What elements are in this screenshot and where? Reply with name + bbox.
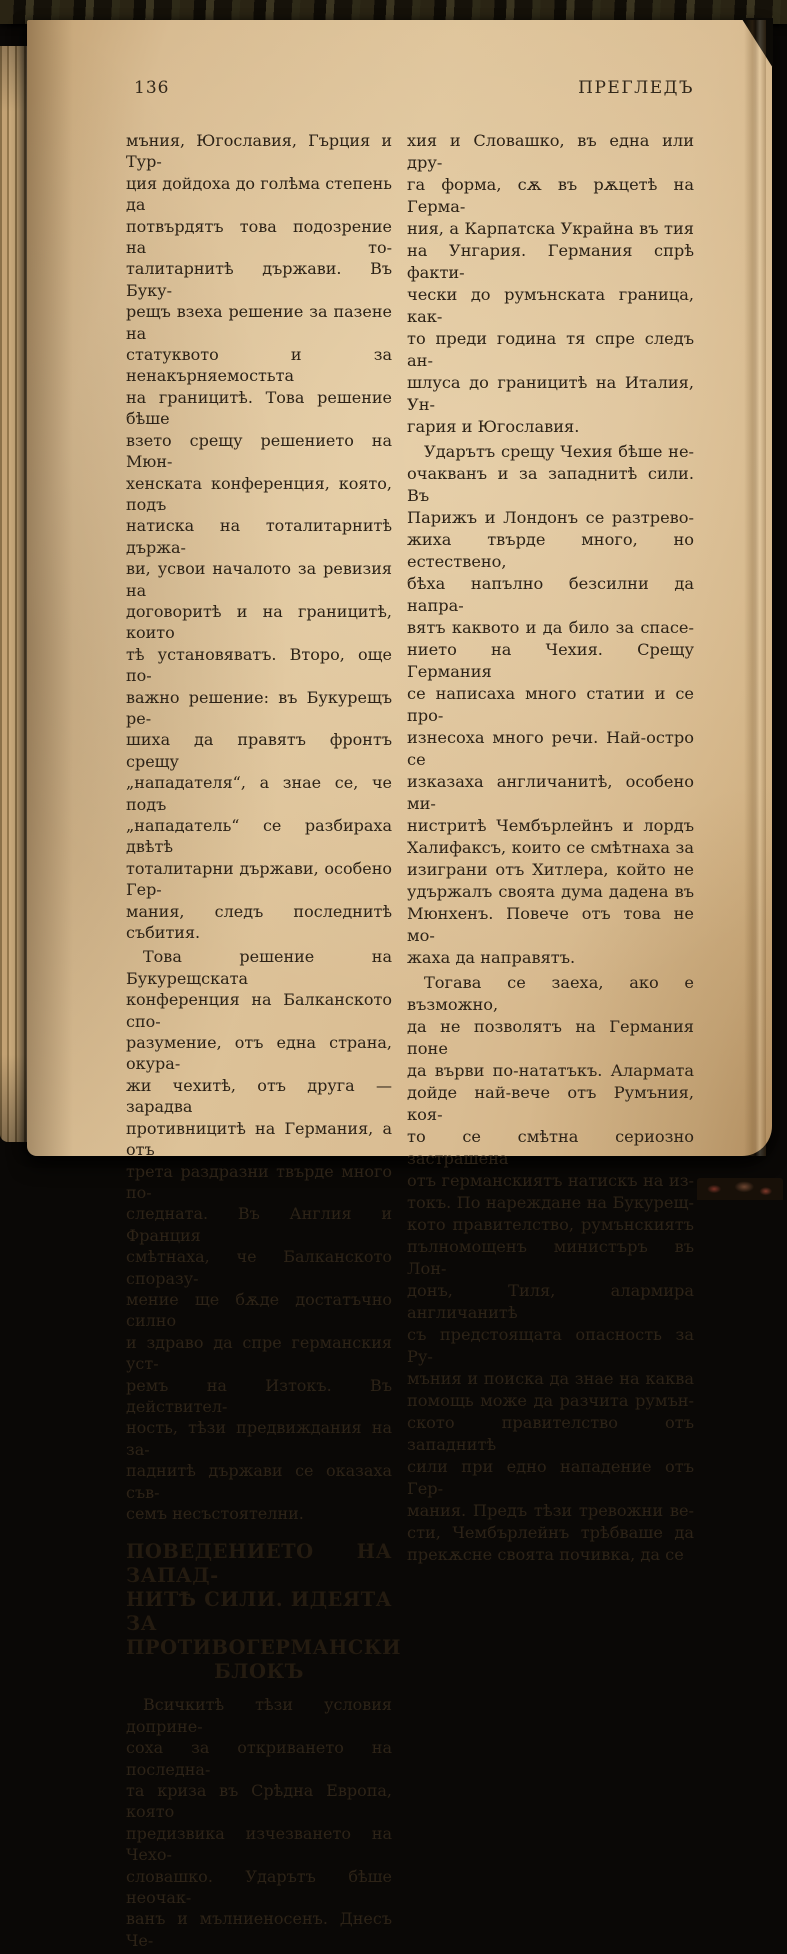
paragraph — [407, 130, 694, 438]
text-line: шлуса до границитѣ на Италия, Ун- — [407, 373, 694, 414]
text-line: мания. Предъ тѣзи тревожни ве- — [407, 1501, 694, 1520]
text-line: на границитѣ. Това решение бѣше — [126, 387, 392, 429]
text-line: конференция на Балканското спо- — [126, 990, 392, 1031]
text-line: помощь може да разчита румън- — [407, 1391, 694, 1410]
text-line: следната. Въ Англия и Франция — [126, 1204, 392, 1245]
running-head: ПРЕГЛЕДЪ — [578, 78, 694, 98]
text-line: та криза въ Срѣдна Европа, която — [126, 1781, 392, 1822]
text-line: мъния, Югославия, Гърция и Тур- — [126, 131, 392, 172]
section-heading-line: НИТѢ СИЛИ. ИДЕЯТА ЗА — [126, 1588, 392, 1636]
text-line: натиска на тоталитарнитѣ държа- — [126, 516, 392, 557]
text-line: противницитѣ на Германия, а отъ — [126, 1118, 392, 1160]
section-heading — [126, 1540, 402, 1684]
text-line: да не позволятъ на Германия поне — [407, 1017, 694, 1058]
text-line: тоталитарни държави, особено Гер- — [126, 858, 392, 900]
text-line: Тогава се заеха, ако е възможно, — [407, 973, 694, 1014]
text-line: Парижъ и Лондонъ се разтрево- — [407, 508, 694, 527]
section-heading-line: БЛОКЪ — [214, 1660, 304, 1684]
text-line: гария и Югославия. — [407, 417, 580, 436]
text-line: тѣ установяватъ. Второ, още по- — [126, 644, 392, 686]
text-line: жиха твърде много, но естествено, — [407, 530, 694, 571]
text-line: вятъ каквото и да било за спасе- — [407, 618, 694, 637]
paragraph — [126, 130, 392, 943]
text-line: мания, следъ последнитѣ събития. — [126, 901, 392, 943]
text-line: мъния и поиска да знае на каква — [407, 1369, 694, 1388]
text-line: очакванъ и за западнитѣ сили. Въ — [407, 464, 694, 505]
text-line: смѣтнаха, че Балканското споразу- — [126, 1247, 392, 1288]
page-header — [126, 78, 694, 98]
text-line: нието на Чехия. Срещу Германия — [407, 640, 694, 681]
text-line: предизвика изчезването на Чехо- — [126, 1823, 392, 1865]
text-line: важно решение: въ Букурещъ ре- — [126, 687, 392, 728]
text-line: Мюнхенъ. Повече отъ това не мо- — [407, 904, 694, 945]
text-line: то се смѣтна сериозно застрашена — [407, 1127, 694, 1168]
paragraph — [407, 972, 694, 1566]
text-line: разумение, отъ една страна, окура- — [126, 1033, 392, 1074]
text-line: ния, а Карпатска Украйна въ тия — [407, 219, 694, 238]
text-line: съ предстоящата опасность за Ру- — [407, 1325, 694, 1366]
text-line: га форма, сѫ въ рѫцетѣ на Герма- — [407, 175, 694, 216]
section-heading-line: ПОВЕДЕНИЕТО НА ЗАПАД- — [126, 1540, 392, 1588]
text-line: ремъ на Изтокъ. Въ действител- — [126, 1375, 392, 1416]
text-line: то преди година тя спре следъ ан- — [407, 329, 694, 370]
text-line: соха за откриването на последна- — [126, 1738, 392, 1779]
text-line: Това решение на Букурещската — [126, 947, 392, 988]
text-line: нистритѣ Чембърлейнъ и лордъ — [407, 816, 694, 835]
text-line: ность, тѣзи предвиждания на за- — [126, 1418, 392, 1459]
text-line: дойде най-вече отъ Румъния, коя- — [407, 1083, 694, 1124]
text-line: ция дойдоха до голѣма степень да — [126, 173, 392, 215]
text-line: изиграни отъ Хитлера, който не — [407, 860, 694, 879]
text-line: статуквото и за ненакърняемостьта — [126, 345, 392, 386]
text-line: словашко. Ударътъ бѣше неочак- — [126, 1866, 392, 1908]
book-cover-bottom-corner — [697, 1178, 783, 1200]
text-line: потвърдятъ това подозрение на то- — [126, 216, 392, 258]
text-line: на Унгария. Германия спрѣ факти- — [407, 241, 694, 282]
text-line: удържалъ своята дума дадена въ — [407, 882, 694, 901]
text-line: шиха да правятъ фронтъ срещу — [126, 730, 392, 771]
text-line: Халифаксъ, които се смѣтнаха за — [407, 838, 694, 857]
text-line: Ударътъ срещу Чехия бѣше не- — [424, 442, 694, 461]
left-column — [126, 130, 402, 1954]
text-line: хия и Словашко, въ една или дру- — [407, 131, 694, 172]
text-line: рещъ взеха решение за пазене на — [126, 302, 392, 343]
right-column — [407, 130, 694, 1954]
text-line: отъ германскиятъ натискъ на из- — [407, 1171, 694, 1190]
text-line: ското правителство отъ западнитѣ — [407, 1413, 694, 1454]
text-line: хенската конференция, която, подъ — [126, 473, 392, 514]
text-line: „нападатель“ се разбираха двѣтѣ — [126, 816, 392, 857]
page-scan — [27, 20, 772, 1950]
text-line: жи чехитѣ, отъ друга — зарадва — [126, 1075, 392, 1117]
text-line: и здраво да спре германския уст- — [126, 1332, 392, 1374]
text-line: токъ. По нареждане на Букурещ- — [407, 1193, 694, 1212]
text-line: пълномощенъ министъръ въ Лон- — [407, 1237, 694, 1278]
text-line: талитарнитѣ държави. Въ Буку- — [126, 259, 392, 300]
text-line: договоритѣ и на границитѣ, които — [126, 601, 392, 643]
page-corner-shadow — [737, 18, 773, 68]
text-line: семъ несъстоятелни. — [126, 1504, 304, 1523]
text-line: се написаха много статии и се про- — [407, 684, 694, 725]
paragraph — [407, 441, 694, 969]
text-line: жаха да направятъ. — [407, 948, 576, 967]
text-columns — [126, 130, 694, 1954]
text-line: изнесоха много речи. Най-остро се — [407, 728, 694, 769]
text-line: паднитѣ държави се оказаха съв- — [126, 1461, 392, 1502]
text-line: мение ще бѫде достатъчно силно — [126, 1289, 392, 1331]
section-heading-line: ПРОТИВОГЕРМАНСКИ — [126, 1636, 402, 1660]
paragraph — [126, 1694, 392, 1951]
text-line: бѣха напълно безсилни да напра- — [407, 574, 694, 615]
text-line: кото правителство, румънскиятъ — [407, 1215, 694, 1234]
text-line: сили при едно нападение отъ Гер- — [407, 1457, 694, 1498]
paragraph — [126, 946, 392, 1524]
text-line: чески до румънската граница, как- — [407, 285, 694, 326]
text-line: сти, Чембърлейнъ трѣбваше да — [407, 1523, 694, 1542]
text-line: Всичкитѣ тѣзи условия доприне- — [126, 1695, 392, 1736]
text-line: изказаха англичанитѣ, особено ми- — [407, 772, 694, 813]
page-number: 136 — [134, 78, 170, 98]
text-line: взето срещу решението на Мюн- — [126, 430, 392, 472]
text-line: прекѫсне своята почивка, да се — [407, 1545, 684, 1564]
text-line: да върви по-нататъкъ. Алармата — [407, 1061, 694, 1080]
text-line: трета раздразни твърде много по- — [126, 1161, 392, 1202]
stacked-page-edges — [0, 46, 30, 1142]
text-line: „нападателя“, а знае се, че подъ — [126, 773, 392, 814]
text-line: ви, усвои началото за ревизия на — [126, 559, 392, 600]
text-line: ванъ и мълниеносенъ. Днесъ Че- — [126, 1909, 392, 1950]
text-line: донъ, Тиля, алармира англичанитѣ — [407, 1281, 694, 1322]
